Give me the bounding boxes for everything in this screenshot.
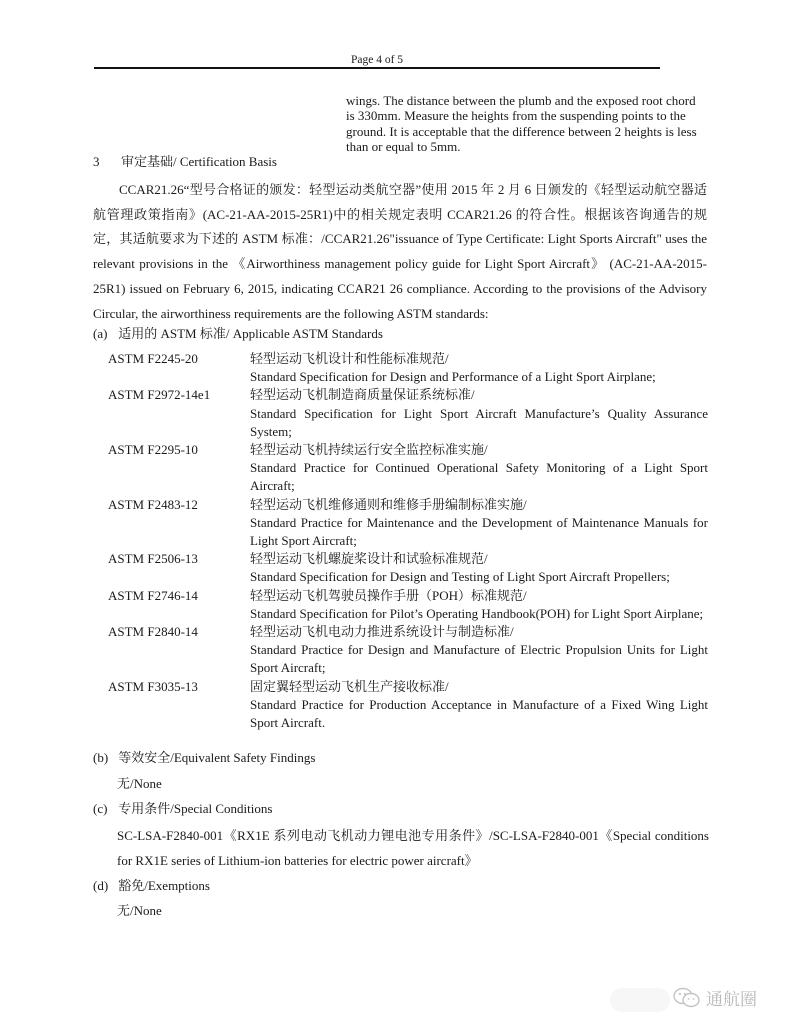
subsection-d-value: 无/None — [117, 903, 162, 918]
standard-title-en: Standard Specification for Light Sport Aircraft Manufacture’s Quality Assurance System; — [250, 405, 708, 439]
standard-code: ASTM F2746-14 — [108, 587, 198, 603]
watermark-text: 通航圈 — [706, 990, 757, 1010]
wechat-icon — [672, 986, 702, 1010]
standard-title-zh: 轻型运动飞机驾驶员操作手册（POH）标准规范/ — [250, 587, 527, 603]
section-number: 3 — [93, 154, 100, 169]
subsection-c-label: (c) — [93, 801, 108, 816]
standard-title-en: Standard Specification for Design and Testing of Light Sport Aircraft Propellers; — [250, 569, 670, 585]
subsection-b-title: 等效安全/Equivalent Safety Findings — [118, 750, 316, 765]
standard-code: ASTM F2840-14 — [108, 624, 198, 640]
subsection-c-title: 专用条件/Special Conditions — [118, 801, 273, 816]
standard-title-en: Standard Practice for Production Acceptance in Manufacture of a Fixed Wing Light Sport Aircraft. — [250, 696, 708, 731]
standard-code: ASTM F2245-20 — [108, 351, 198, 366]
subsection-a-heading — [93, 326, 383, 342]
section-title: 审定基础/ Certification Basis — [121, 154, 277, 169]
certification-basis-text: CCAR21.26“型号合格证的颁发：轻型运动类航空器”使用 2015 年 2 月 6 日颁发的《轻型运动航空器适航管理政策指南》(AC-21-AA-2015-25R1)中的相关规定表明 CCAR21.26 的符合性。根据该咨询通告的规定，其适航要求为下述的 ASTM 标准：/CCAR21.26"issuance of Type Certificate: Light Sports Aircraft" uses the relevant provisions in the 《Airworthiness management policy guide for Light Sport Aircraft》 (AC-21-AA-2015-25R1) issued on February 6, 2015, indicating CCAR21 26 compliance. According to the provisions of the Advisory Circular, the airworthiness requirements are the following ASTM standards: — [93, 182, 707, 321]
standard-item — [108, 678, 708, 733]
watermark-shadow — [610, 988, 670, 1012]
standard-title-en: Standard Specification for Pilot’s Operating Handbook(POH) for Light Sport Airplane; — [250, 605, 704, 621]
subsection-b-label: (b) — [93, 750, 109, 765]
watermark — [672, 985, 757, 1010]
standard-code: ASTM F2506-13 — [108, 551, 198, 567]
standard-code: ASTM F2483-12 — [108, 496, 198, 512]
standard-title-zh: 轻型运动飞机电动力推进系统设计与制造标准/ — [250, 624, 514, 640]
page-header — [94, 54, 660, 68]
standard-title-en: Standard Specification for Design and Performance of a Light Sport Airplane; — [250, 369, 656, 385]
subsection-b-heading — [93, 750, 315, 766]
standard-item — [108, 441, 708, 496]
page-number: Page 4 of 5 — [350, 54, 404, 66]
subsection-a-title: 适用的 ASTM 标准/ Applicable ASTM Standards — [118, 326, 383, 341]
certification-basis-paragraph — [93, 178, 707, 326]
standard-item — [108, 550, 708, 586]
header-divider — [94, 67, 660, 69]
standard-item — [108, 623, 708, 678]
standard-title-zh: 轻型运动飞机维修通则和维修手册编制标准实施/ — [250, 496, 527, 512]
subsection-a-label: (a) — [93, 326, 108, 341]
standard-item — [108, 496, 708, 551]
standard-item — [108, 386, 708, 441]
subsection-d-heading — [93, 878, 210, 894]
standard-title-en: Standard Practice for Design and Manufacture of Electric Propulsion Units for Light Sport Aircraft; — [250, 642, 708, 676]
standard-title-zh: 轻型运动飞机螺旋桨设计和试验标准规范/ — [250, 551, 488, 567]
standard-code: ASTM F2972-14e1 — [108, 387, 211, 403]
standard-title-zh: 固定翼轻型运动飞机生产接收标准/ — [250, 678, 449, 694]
standard-code: ASTM F3035-13 — [108, 678, 198, 694]
standard-title-zh: 轻型运动飞机设计和性能标准规范/ — [250, 351, 449, 366]
standard-item — [108, 350, 708, 386]
standard-title-zh: 轻型运动飞机持续运行安全监控标准实施/ — [250, 442, 488, 458]
standard-title-en: Standard Practice for Maintenance and the Development of Maintenance Manuals for Light Sport Aircraft; — [250, 514, 708, 549]
standard-item — [108, 587, 708, 623]
section-heading — [93, 154, 277, 170]
subsection-c-value: SC-LSA-F2840-001《RX1E 系列电动飞机动力锂电池专用条件》/SC-LSA-F2840-001《Special conditions for RX1E series of Lithium-ion batteries for electric power aircraft》 — [117, 828, 709, 868]
carryover-paragraph: wings. The distance between the plumb and the exposed root chord is 330mm. Measure the heights from the suspending points to the ground. It is acceptable that the difference between 2 heights is less than or equal to 5mm. — [346, 93, 697, 154]
standard-title-en: Standard Practice for Continued Operational Safety Monitoring of a Light Sport Aircraft; — [250, 460, 708, 494]
astm-standards-list — [108, 350, 708, 732]
standard-code: ASTM F2295-10 — [108, 442, 198, 458]
subsection-d-title: 豁免/Exemptions — [118, 878, 210, 893]
standard-title-zh: 轻型运动飞机制造商质量保证系统标准/ — [250, 387, 475, 403]
subsection-c-heading — [93, 801, 272, 817]
subsection-b-value: 无/None — [117, 776, 162, 791]
subsection-d-label: (d) — [93, 878, 109, 893]
